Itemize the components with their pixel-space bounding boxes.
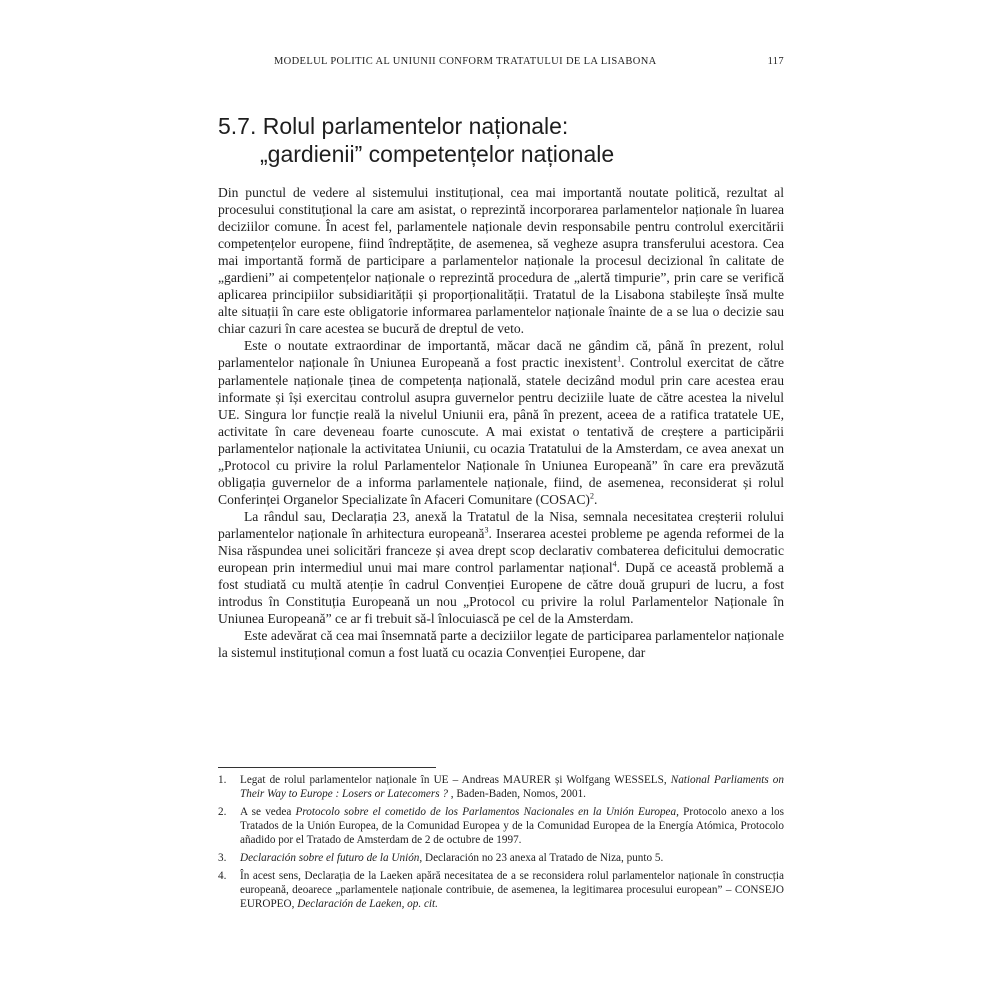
footnote-text-post: Protocolo anexo a los Tratados de la Unión Europea, de la Comunidad Europea y de la Comunidad Europea de la Energía Atómica, Protocolo añadido por el Tratado de Amsterdam de 2 de octubre de 1997. <box>240 806 784 846</box>
footnotes <box>218 773 784 915</box>
page-number: 117 <box>767 56 784 67</box>
footnote-work-title: Declaración sobre el futuro de la Unión, <box>240 852 423 864</box>
footnote-2 <box>218 805 784 847</box>
footnote-number: 1. <box>218 774 227 786</box>
footnote-divider <box>218 767 436 768</box>
footnote-text-pre: A se vedea <box>240 806 296 818</box>
section-title <box>218 112 614 168</box>
footnote-ref-1: 1 <box>617 354 622 364</box>
paragraph-2 <box>218 337 784 507</box>
paragraph-text: . <box>593 491 598 507</box>
footnote-ref-4: 4 <box>612 559 617 569</box>
paragraph-text: . Inserarea acestei probleme pe agenda reformei de la Nisa răspundea unei solicitări franceze și avea drept scop declarativ combaterea deficitului democratic european prin intermediul unui mai mare control parlamentar național <box>218 525 784 576</box>
footnote-number: 2. <box>218 806 227 818</box>
footnote-text-post: Declaración no 23 anexa al Tratado de Niza, punto 5. <box>422 852 664 864</box>
footnote-number: 3. <box>218 852 227 864</box>
footnote-text-pre: Legat de rolul parlamentelor naționale în UE – Andreas MAURER și Wolfgang WESSELS, <box>240 774 671 786</box>
footnote-work-title: Protocolo sobre el cometido de los Parlamentos Nacionales en la Unión Europea, <box>295 806 679 818</box>
paragraph-1 <box>218 184 784 337</box>
section-title-line-1: 5.7. Rolul parlamentelor naționale: <box>218 113 569 139</box>
footnote-text <box>240 805 784 847</box>
footnote-3 <box>218 851 784 865</box>
paragraph-text: . După ce această problemă a fost studiată cu multă atenție în cadrul Convenției Europene de către două grupuri de lucru, a fost introdus în Constituția Europeană un nou „Protocol cu privire la rolul Parlamentelor Naționale în Uniunea Europeană” ce ar fi trebuit să-l înlocuiască pe cel de la Amsterdam. <box>218 560 784 627</box>
footnote-4 <box>218 869 784 911</box>
footnote-text-post: , Baden-Baden, Nomos, 2001. <box>448 788 586 800</box>
footnote-text <box>240 851 784 865</box>
footnote-text-pre: În acest sens, Declarația de la Laeken apără necesitatea de a se reconsidera rolul parlamentelor naționale în construcția europeană, deoarece „parlamentele naționale contribuie, de asemenea, la legitimarea procesului european” – CONSEJO EUROPEO, <box>240 870 784 910</box>
paragraph-text: Este o noutate extraordinar de importantă, măcar dacă ne gândim că, până în prezent, rolul parlamentelor naționale în Uniunea Europeană a fost practic inexistent <box>218 338 784 371</box>
footnote-1 <box>218 773 784 801</box>
paragraph-text: Este adevărat că cea mai însemnată parte a deciziilor legate de participarea parlamentelor naționale la sistemul instituțional comun a fost luată cu ocazia Convenției Europene, dar <box>218 628 784 661</box>
footnote-text <box>240 869 784 911</box>
paragraph-text: La rândul sau, Declarația 23, anexă la Tratatul de la Nisa, semnala necesitatea creșterii rolului parlamentelor naționale în arhitectura europeană <box>218 508 784 541</box>
paragraph-4 <box>218 627 784 661</box>
running-header <box>274 56 784 67</box>
running-title: MODELUL POLITIC AL UNIUNII CONFORM TRATATULUI DE LA LISABONA <box>274 56 657 67</box>
section-title-line-2: „gardienii” competențelor naționale <box>260 141 615 167</box>
body-text <box>218 184 784 661</box>
footnote-text <box>240 773 784 801</box>
footnote-work-title: Declaración de Laeken, op. cit. <box>297 898 438 910</box>
paragraph-text: . Controlul exercitat de către parlamentele naționale ținea de competența națională, statele decizând modul prin care acestea erau informate și își exercitau controlul asupra guvernelor pentru deciziile luate de către acestea la nivelul UE. Singura lor funcție reală la nivelul Uniunii era, până în prezent, aceea de a ratifica tratatele UE, activitate în care deveneau foarte cunoscute. A mai existat o tentativă de creștere a participării parlamentelor naționale la activitatea Uniunii, cu ocazia Tratatului de la Amsterdam, ce avea anexat un „Protocol cu privire la rolul Parlamentelor Naționale în Uniunea Europeană” în care era prevăzută obligația guvernelor de a informa parlamentele naționale, fiind, de asemenea, reconsiderat și rolul Conferinței Organelor Specializate în Afaceri Comunitare (COSAC) <box>218 355 784 507</box>
paragraph-text: Din punctul de vedere al sistemului instituțional, cea mai importantă noutate politică, rezultat al procesului constituțional la care am asistat, o reprezintă incorporarea parlamentelor naționale în luarea deciziilor comune. În acest fel, parlamentele naționale devin responsabile pentru controlul exercitării competențelor europene, fiind îndreptățite, de asemenea, să vegheze asupra transferului acestora. Cea mai importantă formă de participare a parlamentelor naționale la procesul decizional în calitate de „gardieni” ai competențelor naționale o reprezintă procedura de „alertă timpurie”, prin care se verifică aplicarea principiilor subsidiarității și proporționalității. Tratatul de la Lisabona stabilește însă multe alte situații în care este obligatorie informarea parlamentelor naționale înainte de a se lua o decizie sau chiar cazuri în care acestea se bucură de dreptul de veto. <box>218 185 784 337</box>
footnote-number: 4. <box>218 870 227 882</box>
footnote-ref-3: 3 <box>484 525 489 535</box>
footnote-work-title: National Parliaments on Their Way to Europe : Losers or Latecomers ? <box>240 774 784 800</box>
footnote-ref-2: 2 <box>589 491 594 501</box>
paragraph-3 <box>218 508 784 627</box>
